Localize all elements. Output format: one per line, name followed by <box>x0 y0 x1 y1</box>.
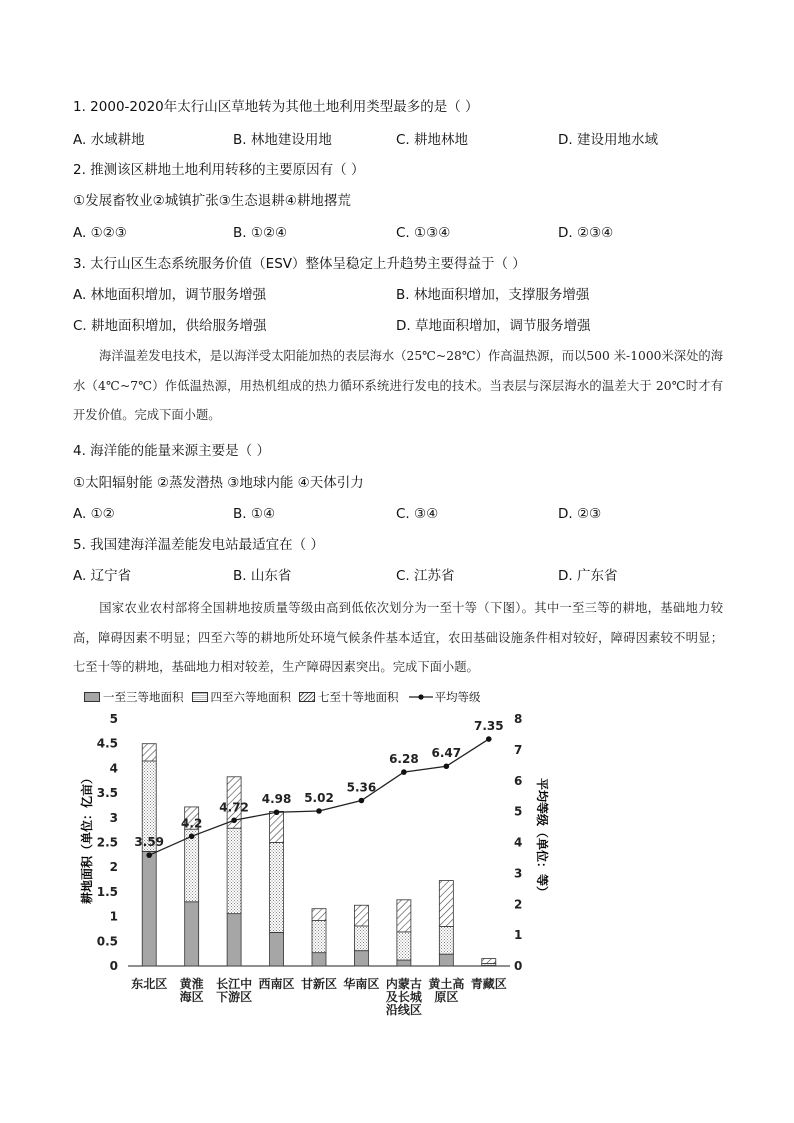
q2-stem: 2. 推测该区耕地土地利用转移的主要原因有（ ） <box>73 162 365 178</box>
q1-stem: 1. 2000-2020年太行山区草地转为其他土地利用类型最多的是（ ） <box>73 99 479 115</box>
passage-farmland-grade-text: 国家农业农村部将全国耕地按质量等级由高到低依次划分为一至十等（下图）。其中一至三等的耕地，基础地力较高，障碍因素不明显；四至六等的耕地所处环境气候条件基本适宜，农田基础设施条件相对较好，障碍因素较不明显；七至十等的耕地，基础地力相对较差，生产障碍因素突出。完成下面小题。 <box>73 601 723 674</box>
y2-tick-label: 7 <box>514 742 523 757</box>
y-tick-label: 4 <box>109 761 118 776</box>
y2-tick-label: 6 <box>514 773 523 788</box>
x-category-label: 及长城 <box>385 990 422 1004</box>
avg-grade-data-label: 7.35 <box>473 719 504 734</box>
y-tick-label: 0 <box>109 959 118 973</box>
y-tick-label: 1 <box>109 909 118 924</box>
q4-option-d[interactable]: D. ②③ <box>558 506 602 522</box>
y-tick-label: 2.5 <box>96 835 118 850</box>
bar-grade-4-6 <box>270 843 284 933</box>
bar-grade-7-10 <box>142 744 156 761</box>
y-tick-label: 3 <box>109 810 118 825</box>
avg-grade-point <box>231 817 237 823</box>
avg-grade-point <box>316 808 322 814</box>
legend-label-grade-7-10: 七至十等地面积 <box>318 690 399 704</box>
q3-option-a[interactable]: A. 林地面积增加，调节服务增强 <box>73 287 267 303</box>
q1-option-a[interactable]: A. 水域耕地 <box>73 132 145 148</box>
legend-label-avg-grade: 平均等级 <box>434 690 481 704</box>
bar-grade-4-6 <box>312 921 326 953</box>
x-category-label: 黄淮 <box>179 977 204 991</box>
avg-grade-point <box>274 809 280 815</box>
y-tick-label: 3.5 <box>96 786 118 801</box>
x-category-label: 内蒙古 <box>385 977 422 991</box>
avg-grade-point <box>189 834 195 840</box>
y-axis-label: 耕地面积（单位：亿亩） <box>80 771 94 905</box>
passage-ocean-thermal-text: 海洋温差发电技术，是以海洋受太阳能加热的表层海水（25℃~28℃）作高温热源，而以500 米-1000米深处的海水（4℃~7℃）作低温热源，用热机组成的热力循环系统进行发电的技术。当表层与深层海水的温差大于 20℃时才有开发价值。完成下面小题。 <box>73 349 723 422</box>
q2-option-d[interactable]: D. ②③④ <box>558 225 614 241</box>
x-category-label: 东北区 <box>131 977 168 991</box>
x-category-label: 西南区 <box>258 977 295 991</box>
avg-grade-data-label: 5.36 <box>346 780 377 795</box>
q4-option-b[interactable]: B. ①④ <box>233 506 276 522</box>
x-category-label: 长江中 <box>216 977 253 991</box>
avg-grade-data-label: 6.28 <box>389 752 419 767</box>
y-tick-label: 0.5 <box>96 934 118 949</box>
x-category-label: 华南区 <box>343 977 380 991</box>
bar-grade-1-3 <box>439 954 453 966</box>
bar-grade-1-3 <box>270 932 284 966</box>
q5-stem: 5. 我国建海洋温差能发电站最适宜在（ ） <box>73 537 324 553</box>
y2-axis-label: 平均等级（单位：等） <box>535 777 549 899</box>
q5-option-d[interactable]: D. 广东省 <box>558 568 618 584</box>
y2-tick-label: 5 <box>514 804 523 819</box>
x-category-label: 甘新区 <box>300 977 338 991</box>
avg-grade-data-label: 4.2 <box>181 816 203 831</box>
q2-option-c[interactable]: C. ①③④ <box>396 225 451 241</box>
q5-option-c[interactable]: C. 江苏省 <box>396 568 455 584</box>
x-category-label: 原区 <box>434 990 459 1004</box>
bar-grade-7-10 <box>270 811 284 842</box>
bar-grade-1-3 <box>142 851 156 966</box>
avg-grade-data-label: 5.02 <box>304 791 334 806</box>
q2-option-a[interactable]: A. ①②③ <box>73 225 127 241</box>
bar-grade-1-3 <box>312 953 326 966</box>
q2-items: ①发展畜牧业②城镇扩张③生态退耕④耕地撂荒 <box>73 193 351 209</box>
y2-tick-label: 3 <box>514 866 523 881</box>
avg-grade-data-label: 3.59 <box>134 835 165 850</box>
avg-grade-point <box>486 736 492 742</box>
x-category-label: 黄土高 <box>428 977 465 991</box>
avg-grade-data-label: 4.98 <box>261 792 292 807</box>
q5-option-b[interactable]: B. 山东省 <box>233 568 292 584</box>
q1-option-d[interactable]: D. 建设用地水域 <box>558 132 658 148</box>
y-tick-label: 5 <box>109 712 118 726</box>
bar-grade-1-3 <box>354 951 368 966</box>
bar-grade-4-6 <box>185 829 199 902</box>
q2-option-b[interactable]: B. ①②④ <box>233 225 288 241</box>
bar-grade-7-10 <box>354 905 368 926</box>
y2-tick-label: 8 <box>514 712 523 726</box>
q3-option-c[interactable]: C. 耕地面积增加，供给服务增强 <box>73 318 267 334</box>
avg-grade-point <box>359 798 365 804</box>
x-category-label: 青藏区 <box>470 977 507 991</box>
y2-tick-label: 0 <box>514 959 523 973</box>
y-tick-label: 4.5 <box>96 736 118 751</box>
bar-grade-1-3 <box>397 960 411 966</box>
bar-grade-4-6 <box>227 828 241 913</box>
y-tick-label: 1.5 <box>96 884 118 899</box>
legend-label-grade-1-3: 一至三等地面积 <box>103 690 184 704</box>
x-category-label: 海区 <box>179 990 204 1004</box>
bar-grade-7-10 <box>312 909 326 921</box>
y2-tick-label: 2 <box>514 897 523 912</box>
q4-option-c[interactable]: C. ③④ <box>396 506 439 522</box>
y2-tick-label: 4 <box>514 835 523 850</box>
x-category-label: 沿线区 <box>385 1003 422 1017</box>
bar-grade-1-3 <box>185 902 199 966</box>
q5-option-a[interactable]: A. 辽宁省 <box>73 568 132 584</box>
legend-label-grade-4-6: 四至六等地面积 <box>210 690 291 704</box>
bar-grade-4-6 <box>397 932 411 960</box>
q1-option-c[interactable]: C. 耕地林地 <box>396 132 469 148</box>
x-category-label: 下游区 <box>216 990 253 1004</box>
q4-items: ①太阳辐射能 ②蒸发潜热 ③地球内能 ④天体引力 <box>73 475 364 491</box>
avg-grade-point <box>444 763 450 769</box>
avg-grade-point <box>146 852 152 858</box>
bar-grade-4-6 <box>439 926 453 954</box>
bar-grade-1-3 <box>227 914 241 966</box>
avg-grade-data-label: 6.47 <box>431 746 462 761</box>
q1-option-b[interactable]: B. 林地建设用地 <box>233 132 332 148</box>
y-tick-label: 2 <box>109 860 118 875</box>
avg-grade-data-label: 4.72 <box>219 800 249 815</box>
q4-stem: 4. 海洋能的能量来源主要是（ ） <box>73 443 270 459</box>
bar-grade-7-10 <box>439 881 453 927</box>
q3-option-b[interactable]: B. 林地面积增加，支撑服务增强 <box>396 287 590 303</box>
bar-grade-7-10 <box>397 900 411 932</box>
y2-tick-label: 1 <box>514 928 523 943</box>
q3-option-d[interactable]: D. 草地面积增加，调节服务增强 <box>396 318 591 334</box>
bar-grade-4-6 <box>354 926 368 951</box>
q4-option-a[interactable]: A. ①② <box>73 506 115 522</box>
bar-grade-7-10 <box>482 959 496 964</box>
avg-grade-point <box>401 769 407 775</box>
q3-stem: 3. 太行山区生态系统服务价值（ESV）整体呈稳定上升趋势主要得益于（ ） <box>73 256 526 272</box>
